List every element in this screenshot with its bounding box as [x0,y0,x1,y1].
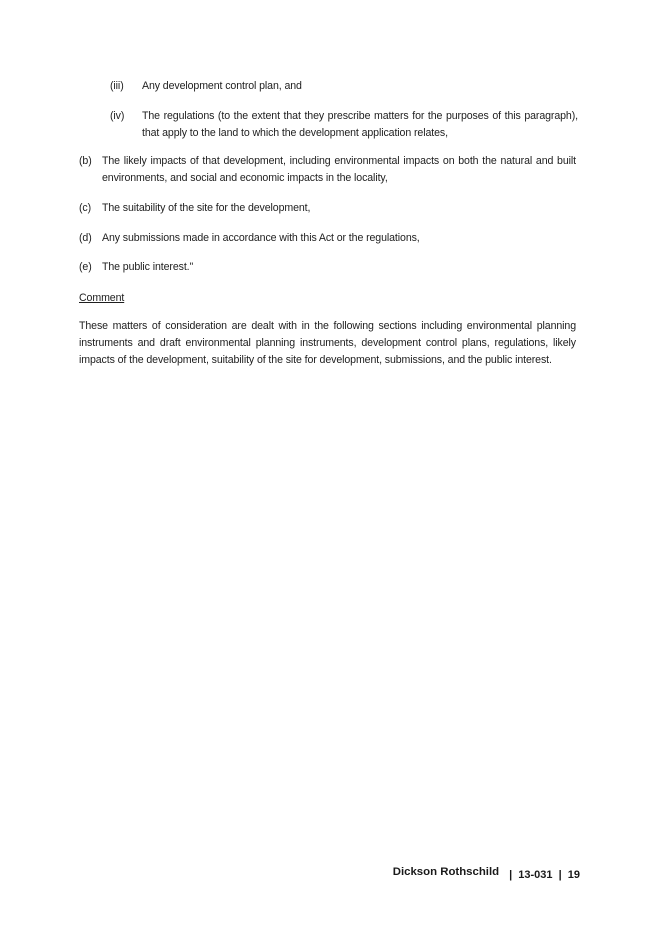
list-item-text: Any submissions made in accordance with this Act or the regulations, [102,232,420,244]
list-item-b [79,153,576,187]
list-item-label: (iv) [110,110,125,122]
list-item-text: The likely impacts of that development, including environmental impacts on both the natural and built environments, and social and economic impacts in the locality, [102,155,576,184]
footer-separator: | [509,869,513,881]
list-item-label: (iii) [110,80,124,92]
list-item-d [79,230,576,247]
footer-brand: Dickson Rothschild [392,866,500,878]
list-item-e [79,259,576,276]
list-item-label: (d) [79,232,92,244]
footer-separator: | [558,869,562,881]
list-item-iii [110,78,578,95]
list-item-label: (b) [79,155,92,167]
page-footer [393,868,580,882]
list-item-iv [110,108,578,142]
footer-project-code: 13-031 [518,869,553,881]
list-item-text: The suitability of the site for the development, [102,202,311,214]
footer-page-number: 19 [567,869,580,881]
list-item-c [79,200,576,217]
list-item-label: (e) [79,261,92,273]
list-item-label: (c) [79,202,92,214]
comment-heading: Comment [79,292,125,304]
list-item-text: Any development control plan, and [142,80,302,92]
list-item-text: The public interest." [102,261,194,273]
comment-paragraph: These matters of consideration are dealt with in the following sections including environmental planning instruments and draft environmental planning instruments, development control plans, regulations, likely impacts of the development, suitability of the site for development, submissions, and the public interest. [79,320,576,366]
list-item-text: The regulations (to the extent that they prescribe matters for the purposes of this paragraph), that apply to the land to which the development application relates, [142,110,578,139]
